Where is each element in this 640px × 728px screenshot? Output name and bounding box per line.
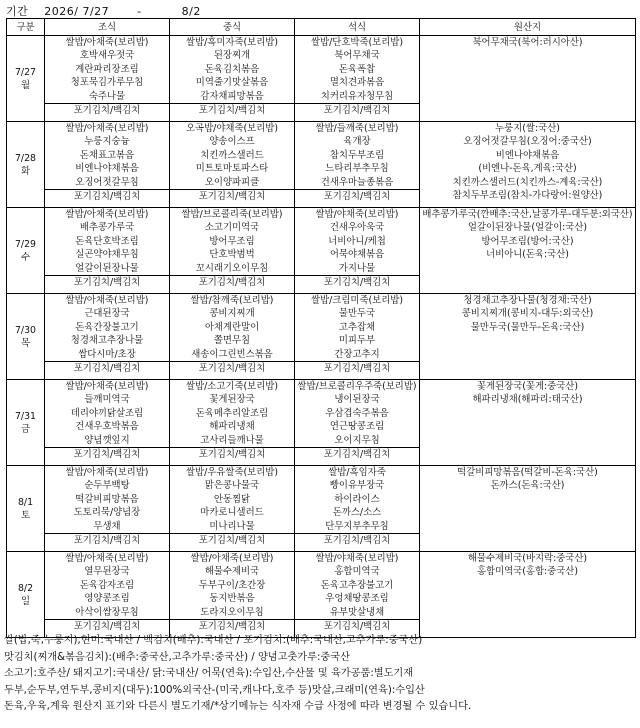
day-date: 7/29 bbox=[14, 238, 37, 250]
lunch-item: 쌀밥/흑미자죽(보리밥) bbox=[186, 37, 278, 48]
dinner-item: 단무지부추무침 bbox=[325, 520, 389, 532]
period-dash: - bbox=[137, 5, 142, 18]
origin-item: 오징어젓갈무침(오징어:중국산) bbox=[463, 136, 592, 148]
lunch-item: 치킨까스샐러드 bbox=[200, 149, 264, 161]
breakfast-cell bbox=[45, 380, 170, 466]
breakfast-item: 영양콩조림 bbox=[84, 593, 130, 605]
origin-item: 방어무조림(방어:국산) bbox=[481, 235, 574, 247]
origin-cell bbox=[420, 552, 636, 638]
lunch-item: 포기김치/백김치 bbox=[170, 447, 294, 461]
lunch-cell bbox=[170, 36, 295, 122]
day-weekday: 일 bbox=[20, 595, 31, 607]
breakfast-item: 순두부백탕 bbox=[84, 480, 130, 492]
dinner-item: 연근땅콩조림 bbox=[329, 421, 385, 433]
lunch-item: 포기김치/백김치 bbox=[170, 189, 294, 203]
dinner-item: 물만두국 bbox=[338, 308, 376, 320]
lunch-item: 두부구이/초간장 bbox=[198, 579, 266, 591]
dinner-item: 우엉채땅콩조림 bbox=[325, 593, 389, 605]
lunch-item: 방어무조림 bbox=[209, 235, 255, 247]
dinner-item: 쌀밥/흑임자죽 bbox=[328, 467, 386, 478]
origin-item: 얼갈이된장나물(얼갈이:국산) bbox=[467, 222, 588, 234]
origin-cell bbox=[420, 36, 636, 122]
period-line bbox=[6, 3, 201, 19]
dinner-item: 고추잡채 bbox=[338, 321, 376, 333]
lunch-item: 미나리나물 bbox=[209, 520, 255, 532]
breakfast-item: 도토리묵/양념장 bbox=[73, 507, 141, 519]
origin-item: 해파리냉채(해파리:태국산) bbox=[472, 394, 583, 406]
dinner-item: 간장고추지 bbox=[334, 348, 380, 360]
breakfast-item: 포기김치/백김치 bbox=[45, 189, 169, 203]
day-cell bbox=[7, 208, 45, 294]
header-breakfast: 조식 bbox=[45, 19, 170, 36]
breakfast-item: 쌀밥/아채죽(보리밥) bbox=[65, 553, 149, 564]
origin-item: 청경채고추장나물(청경채:국산) bbox=[463, 295, 592, 306]
lunch-item: 미트토마토파스타 bbox=[195, 163, 269, 175]
lunch-item: 쌀밥/브로콜리죽(보리밥) bbox=[181, 209, 283, 220]
lunch-cell bbox=[170, 552, 295, 638]
dinner-item: 가지나물 bbox=[338, 262, 376, 274]
lunch-cell bbox=[170, 294, 295, 380]
day-weekday: 토 bbox=[20, 509, 31, 521]
dinner-cell bbox=[295, 208, 420, 294]
dinner-item: 포기김치/백김치 bbox=[295, 189, 419, 203]
day-cell bbox=[7, 380, 45, 466]
dinner-item: 하이라이스 bbox=[334, 493, 380, 505]
lunch-item: 포기김치/백김치 bbox=[170, 103, 294, 117]
breakfast-item: 건새우호박볶음 bbox=[75, 421, 139, 433]
breakfast-item: 아삭이쌈장무침 bbox=[75, 606, 139, 618]
breakfast-cell bbox=[45, 36, 170, 122]
lunch-item: 오곡밥/야채죽(보리밥) bbox=[186, 123, 278, 134]
dinner-item: 미피두부 bbox=[338, 335, 376, 347]
dinner-item: 육개장 bbox=[343, 136, 371, 148]
dinner-cell bbox=[295, 552, 420, 638]
lunch-item: 돈육메추리알조림 bbox=[195, 407, 269, 419]
lunch-item: 동지반볶음 bbox=[209, 593, 255, 605]
origin-cell bbox=[420, 122, 636, 208]
breakfast-cell bbox=[45, 208, 170, 294]
header-row bbox=[7, 19, 636, 36]
day-weekday: 수 bbox=[20, 251, 31, 263]
breakfast-cell bbox=[45, 122, 170, 208]
breakfast-item: 청경채고추장나물 bbox=[70, 335, 144, 347]
lunch-item: 안동찜닭 bbox=[213, 493, 251, 505]
day-date: 7/27 bbox=[14, 66, 37, 78]
origin-item: 물만두국(물만두-돈육:국산) bbox=[470, 321, 585, 333]
dinner-item: 유부맛살냉채 bbox=[329, 606, 385, 618]
breakfast-item: 숙주나물 bbox=[88, 90, 126, 102]
day-row bbox=[7, 36, 636, 122]
dinner-item: 어묵야채볶음 bbox=[329, 249, 385, 261]
lunch-item: 양송이스프 bbox=[209, 136, 255, 148]
origin-item: (비엔나-돈육,계육:국산) bbox=[478, 163, 577, 175]
origin-item: 콩비지찌개(콩비지-대두:외국산) bbox=[461, 308, 594, 320]
lunch-item: 쌀밥/참깨죽(보리밥) bbox=[190, 295, 274, 306]
dinner-item: 참치두부조림 bbox=[329, 149, 385, 161]
breakfast-item: 돈육감자조림 bbox=[79, 579, 135, 591]
day-date: 7/31 bbox=[14, 410, 37, 422]
breakfast-item: 쌀밥/아채죽(보리밥) bbox=[65, 123, 149, 134]
origin-item: 꽃게된장국(꽃게:중국산) bbox=[476, 381, 579, 392]
lunch-item: 꼬시래기오이무침 bbox=[195, 262, 269, 274]
period-end: 8/2 bbox=[181, 5, 201, 18]
day-weekday: 화 bbox=[20, 165, 31, 177]
day-date: 7/30 bbox=[14, 324, 37, 336]
day-row bbox=[7, 552, 636, 638]
lunch-item: 쌀밥/우유쌀죽(보리밥) bbox=[186, 467, 278, 478]
breakfast-item: 계란파리장조림 bbox=[75, 63, 139, 75]
lunch-item: 포기김치/백김치 bbox=[170, 275, 294, 289]
lunch-item: 단호박범벅 bbox=[209, 249, 255, 261]
origin-item: 해물수제비국(바지락:중국산) bbox=[467, 553, 588, 564]
day-row bbox=[7, 294, 636, 380]
origin-item: 돈까스(돈육:국산) bbox=[490, 480, 565, 492]
origin-cell bbox=[420, 208, 636, 294]
day-cell bbox=[7, 552, 45, 638]
origin-item: 떡갈비피망볶음(떡갈비-돈육:국산) bbox=[457, 467, 598, 478]
day-date: 8/2 bbox=[17, 582, 34, 594]
breakfast-item: 쌀밥/아채죽(보리밥) bbox=[65, 209, 149, 220]
breakfast-item: 포기김치/백김치 bbox=[45, 361, 169, 375]
lunch-cell bbox=[170, 122, 295, 208]
dinner-item: 느타리부추무침 bbox=[325, 163, 389, 175]
header-lunch: 중식 bbox=[170, 19, 295, 36]
day-row bbox=[7, 208, 636, 294]
lunch-item: 된장찌개 bbox=[213, 50, 251, 62]
dinner-item: 건새우마늘종볶음 bbox=[320, 176, 394, 188]
origin-item: 비엔나야채볶음 bbox=[495, 149, 560, 161]
period-label: 기간 bbox=[6, 5, 29, 18]
lunch-item: 미역줄기맛살볶음 bbox=[195, 77, 269, 89]
lunch-item: 포기김치/백김치 bbox=[170, 533, 294, 547]
breakfast-item: 쌀밥/아채죽(보리밥) bbox=[65, 467, 149, 478]
lunch-cell bbox=[170, 208, 295, 294]
breakfast-item: 호박새우젓국 bbox=[79, 50, 135, 62]
dinner-item: 포기김치/백김치 bbox=[295, 619, 419, 633]
day-cell bbox=[7, 36, 45, 122]
dinner-item: 우삼겹숙주볶음 bbox=[325, 407, 389, 419]
breakfast-item: 포기김치/백김치 bbox=[45, 275, 169, 289]
day-date: 8/1 bbox=[17, 496, 34, 508]
dinner-cell bbox=[295, 294, 420, 380]
origin-item: 홍합미역국(홍합:중국산) bbox=[476, 566, 579, 578]
dinner-item: 포기김치/백김치 bbox=[295, 275, 419, 289]
dinner-item: 쌀밥/단호박죽(보리밥) bbox=[311, 37, 403, 48]
dinner-item: 포기김치/백김치 bbox=[295, 361, 419, 375]
lunch-cell bbox=[170, 380, 295, 466]
breakfast-item: 오징어젓갈무침 bbox=[75, 176, 139, 188]
dinner-item: 건새우아욱국 bbox=[329, 222, 385, 234]
breakfast-cell bbox=[45, 552, 170, 638]
dinner-item: 북어무채국 bbox=[334, 50, 380, 62]
day-weekday: 목 bbox=[20, 337, 31, 349]
dinner-item: 포기김치/백김치 bbox=[295, 447, 419, 461]
lunch-item: 아채계란말이 bbox=[204, 321, 260, 333]
lunch-item: 해물수제비국 bbox=[204, 566, 260, 578]
breakfast-item: 포기김치/백김치 bbox=[45, 447, 169, 461]
dinner-item: 냉이된장국 bbox=[334, 394, 380, 406]
dinner-item: 포기김치/백김치 bbox=[295, 103, 419, 117]
origin-item: 치킨까스샐러드(치킨까스-계육:국산) bbox=[452, 176, 603, 188]
day-cell bbox=[7, 294, 45, 380]
day-weekday: 금 bbox=[20, 423, 31, 435]
lunch-item: 콩비지찌개 bbox=[209, 308, 255, 320]
breakfast-item: 쌀밥/아채죽(보리밥) bbox=[65, 295, 149, 306]
dinner-item: 쌀밥/브로콜리우주죽(보리밥) bbox=[297, 381, 417, 392]
origin-notes bbox=[4, 633, 636, 716]
day-row bbox=[7, 466, 636, 552]
breakfast-item: 실곤약야채무침 bbox=[75, 249, 139, 261]
dinner-item: 쌀밥/야채죽(보리밥) bbox=[315, 553, 399, 564]
dinner-cell bbox=[295, 380, 420, 466]
day-cell bbox=[7, 122, 45, 208]
lunch-item: 새송이그린빈스볶음 bbox=[191, 348, 273, 360]
dinner-cell bbox=[295, 36, 420, 122]
lunch-item: 해파리냉채 bbox=[209, 421, 255, 433]
dinner-item: 빵이유부장국 bbox=[329, 480, 385, 492]
dinner-item: 치커리유자청무침 bbox=[320, 90, 394, 102]
origin-item: 누룽지(쌀:국산) bbox=[495, 123, 560, 134]
period-start: 2026/ 7/27 bbox=[44, 5, 110, 18]
origin-item: 참치두부조림(참치-가다랑어:원양산) bbox=[452, 190, 603, 202]
breakfast-item: 포기김치/백김치 bbox=[45, 619, 169, 633]
breakfast-cell bbox=[45, 466, 170, 552]
breakfast-item: 열무된장국 bbox=[84, 566, 130, 578]
origin-item: 너비아니(돈육:국산) bbox=[486, 249, 569, 261]
breakfast-item: 배추콩가루국 bbox=[79, 222, 135, 234]
lunch-item: 돈육김치볶음 bbox=[204, 63, 260, 75]
dinner-item: 쌀밥/크림미죽(보리밥) bbox=[311, 295, 403, 306]
lunch-item: 소고기미역국 bbox=[204, 222, 260, 234]
dinner-item: 너비아니/케첩 bbox=[328, 235, 386, 247]
breakfast-item: 누룽지숭늉 bbox=[84, 136, 130, 148]
breakfast-cell bbox=[45, 294, 170, 380]
dinner-item: 돈까스/소스 bbox=[332, 507, 382, 519]
origin-item: 배추콩가루국(깐배추:국산,날콩가루-대두분:외국산) bbox=[422, 209, 633, 220]
breakfast-item: 떡갈비피망볶음 bbox=[75, 493, 139, 505]
note-line: 두부,순두부,연두부,콩비지(대두):100%외국산-(미국,캐나다,호주 등)맛살,크래미(연육):수입산 bbox=[4, 684, 425, 696]
lunch-item: 포기김치/백김치 bbox=[170, 619, 294, 633]
header-dinner: 석식 bbox=[295, 19, 420, 36]
dinner-cell bbox=[295, 122, 420, 208]
lunch-item: 쌀밥/소고기죽(보리밥) bbox=[186, 381, 278, 392]
dinner-item: 돈육고추장불고기 bbox=[320, 579, 394, 591]
breakfast-item: 돈채표고볶음 bbox=[79, 149, 135, 161]
note-line: 소고기:호주산/ 돼지고기:국내산/ 닭:국내산/ 어묵(연육):수입산,수산물 및 육가공품:별도기재 bbox=[4, 668, 414, 680]
lunch-item: 오이양파피클 bbox=[204, 176, 260, 188]
lunch-item: 꽃게된장국 bbox=[209, 394, 255, 406]
breakfast-item: 양념깻잎지 bbox=[84, 434, 130, 446]
dinner-item: 쌀밥/야채죽(보리밥) bbox=[315, 209, 399, 220]
origin-cell bbox=[420, 466, 636, 552]
breakfast-item: 돈육간장불고기 bbox=[75, 321, 139, 333]
breakfast-item: 근대된장국 bbox=[84, 308, 130, 320]
dinner-item: 멸치견과볶음 bbox=[329, 77, 385, 89]
breakfast-item: 포기김치/백김치 bbox=[45, 103, 169, 117]
dinner-item: 오이지무침 bbox=[334, 434, 380, 446]
day-row bbox=[7, 122, 636, 208]
day-date: 7/28 bbox=[14, 152, 37, 164]
lunch-item: 감자채피망볶음 bbox=[200, 90, 264, 102]
lunch-item: 마카로니샐러드 bbox=[200, 507, 264, 519]
origin-item: 북어무채국(북어:러시아산) bbox=[472, 37, 583, 48]
breakfast-item: 쌈다시마/초장 bbox=[78, 348, 136, 360]
dinner-item: 포기김치/백김치 bbox=[295, 533, 419, 547]
header-category: 구분 bbox=[7, 19, 45, 36]
lunch-item: 도라지오이무침 bbox=[200, 606, 264, 618]
day-weekday: 월 bbox=[20, 79, 31, 91]
breakfast-item: 들깨미역국 bbox=[84, 394, 130, 406]
dinner-cell bbox=[295, 466, 420, 552]
breakfast-item: 쌀밥/아채죽(보리밥) bbox=[65, 381, 149, 392]
note-line: 돈육,우육,계육 원산지 표기와 다른시 별도기재/*상기메뉴는 식자재 수급 사정에 따라 변경될 수 있습니다. bbox=[4, 701, 472, 713]
header-origin: 원산지 bbox=[420, 19, 636, 36]
breakfast-item: 쌀밥/아채죽(보리밥) bbox=[65, 37, 149, 48]
lunch-cell bbox=[170, 466, 295, 552]
day-row bbox=[7, 380, 636, 466]
origin-cell bbox=[420, 294, 636, 380]
origin-cell bbox=[420, 380, 636, 466]
lunch-item: 쫄면무침 bbox=[213, 335, 251, 347]
lunch-item: 고사리들깨나물 bbox=[200, 434, 264, 446]
lunch-item: 포기김치/백김치 bbox=[170, 361, 294, 375]
lunch-item: 쌀밥/아채죽(보리밥) bbox=[190, 553, 274, 564]
day-cell bbox=[7, 466, 45, 552]
breakfast-item: 무생채 bbox=[93, 520, 121, 532]
breakfast-item: 포기김치/백김치 bbox=[45, 533, 169, 547]
dinner-item: 쌀밥/들깨죽(보리밥) bbox=[315, 123, 399, 134]
breakfast-item: 청포묵김가루무침 bbox=[70, 77, 144, 89]
note-line: 쌀(밥,죽,누룽지),현미:국내산 / 백김치(배추):국내산 / 포기김치:(배추:국내산,고추가루:중국산) bbox=[4, 635, 423, 646]
breakfast-item: 비엔나야채볶음 bbox=[75, 163, 139, 175]
breakfast-item: 돈육단호박조림 bbox=[75, 235, 139, 247]
lunch-item: 맑은콩나물국 bbox=[204, 480, 260, 492]
weekly-menu-table bbox=[6, 18, 636, 638]
breakfast-item: 얼갈이된장나물 bbox=[75, 262, 139, 274]
breakfast-item: 데리야끼닭살조림 bbox=[70, 407, 144, 419]
dinner-item: 홍합미역국 bbox=[334, 566, 380, 578]
note-line: 맛김치(찌개&볶음김치):(배추:중국산,고추가루:중국산) / 양념고춧가루:중국산 bbox=[4, 651, 350, 663]
dinner-item: 돈육폭찹 bbox=[338, 63, 376, 75]
